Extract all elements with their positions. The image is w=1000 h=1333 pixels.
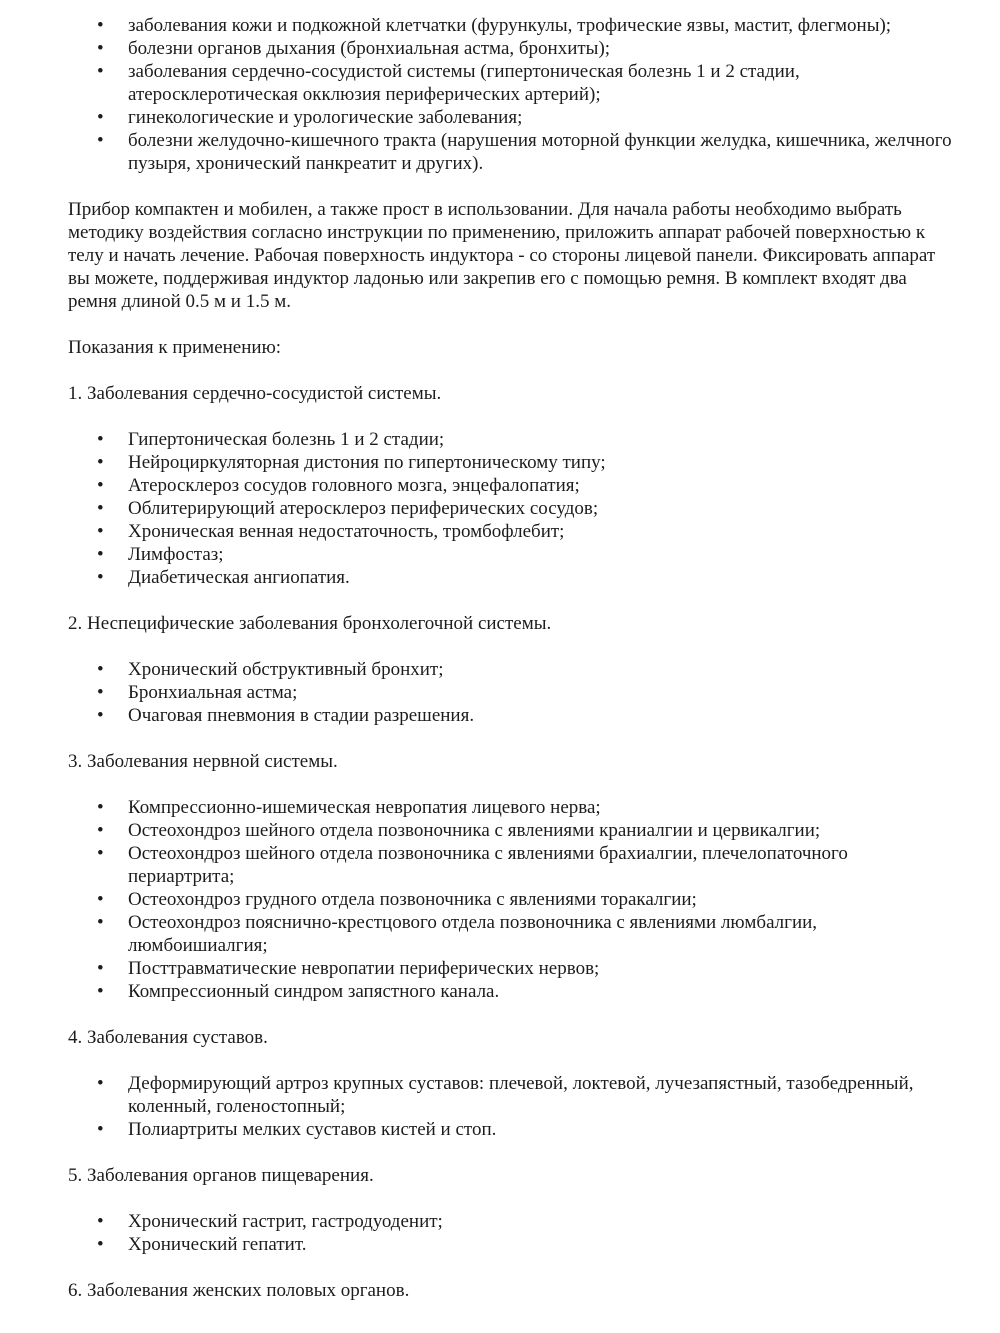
list-item: • Диабетическая ангиопатия. xyxy=(68,566,958,589)
list-item: • Остеохондроз шейного отдела позвоночника с явлениями краниалгии и цервикалгии; xyxy=(68,819,958,842)
section-heading: 6. Заболевания женских половых органов. xyxy=(68,1280,410,1301)
list-item: • Компрессионно-ишемическая невропатия лицевого нерва; xyxy=(68,796,958,819)
list-item: • заболевания сердечно-сосудистой системы (гипертоническая болезнь 1 и 2 стадии, атеросклеротическая окклюзия периферических артерий); xyxy=(68,60,958,106)
list-item: • Лимфостаз; xyxy=(68,543,958,566)
list-item: • болезни органов дыхания (бронхиальная астма, бронхиты); xyxy=(68,37,958,60)
list-item: • Остеохондроз пояснично-крестцового отдела позвоночника с явлениями люмбалгии, люмбоишиалгия; xyxy=(68,911,958,957)
list-item: • Посттравматические невропатии периферических нервов; xyxy=(68,957,958,980)
section-heading: 2. Неспецифические заболевания бронхолегочной системы. xyxy=(68,613,552,634)
list-item: • Хронический гастрит, гастродуоденит; xyxy=(68,1210,958,1233)
list-item: • Нейроциркуляторная дистония по гипертоническому типу; xyxy=(68,451,958,474)
list-item: • Деформирующий артроз крупных суставов: плечевой, локтевой, лучезапястный, тазобедренный, коленный, голеностопный; xyxy=(68,1072,958,1118)
list-item: • Бронхиальная астма; xyxy=(68,681,958,704)
section-heading: 4. Заболевания суставов. xyxy=(68,1027,268,1048)
list-item: • Атеросклероз сосудов головного мозга, энцефалопатия; xyxy=(68,474,958,497)
section-list xyxy=(68,1210,958,1256)
section-heading: 1. Заболевания сердечно-сосудистой системы. xyxy=(68,383,442,404)
list-item: • Гипертоническая болезнь 1 и 2 стадии; xyxy=(68,428,958,451)
section-list xyxy=(68,1072,958,1141)
document-page xyxy=(68,14,958,1302)
list-item: • Хронический гепатит. xyxy=(68,1233,958,1256)
list-item: • Хроническая венная недостаточность, тромбофлебит; xyxy=(68,520,958,543)
list-item: • гинекологические и урологические заболевания; xyxy=(68,106,958,129)
section-list xyxy=(68,658,958,727)
section-heading: 5. Заболевания органов пищеварения. xyxy=(68,1165,374,1186)
section-list xyxy=(68,428,958,589)
list-item: • Облитерирующий атеросклероз периферических сосудов; xyxy=(68,497,958,520)
section-heading: 3. Заболевания нервной системы. xyxy=(68,751,338,772)
list-item: • болезни желудочно-кишечного тракта (нарушения моторной функции желудка, кишечника, желчного пузыря, хронический панкреатит и других). xyxy=(68,129,958,175)
list-item: • заболевания кожи и подкожной клетчатки (фурункулы, трофические язвы, мастит, флегмоны); xyxy=(68,14,958,37)
list-item: • Хронический обструктивный бронхит; xyxy=(68,658,958,681)
list-item: • Остеохондроз грудного отдела позвоночника с явлениями торакалгии; xyxy=(68,888,958,911)
list-item: • Компрессионный синдром запястного канала. xyxy=(68,980,958,1003)
list-item: • Остеохондроз шейного отдела позвоночника с явлениями брахиалгии, плечелопаточного периартрита; xyxy=(68,842,958,888)
list-item: • Очаговая пневмония в стадии разрешения. xyxy=(68,704,958,727)
device-description-paragraph: Прибор компактен и мобилен, а также прост в использовании. Для начала работы необходимо выбрать методику воздействия согласно инструкции по применению, приложить аппарат рабочей поверхностью к телу и начать лечение. Рабочая поверхность индуктора - со стороны лицевой панели. Фиксировать аппарат вы можете, поддерживая индуктор ладонью или закрепив его с помощью ремня. В комплект входят два ремня длиной 0.5 м и 1.5 м. xyxy=(68,199,936,312)
top-bullet-list xyxy=(68,14,958,175)
indications-title: Показания к применению: xyxy=(68,337,282,358)
section-list xyxy=(68,796,958,1003)
list-item: • Полиартриты мелких суставов кистей и стоп. xyxy=(68,1118,958,1141)
